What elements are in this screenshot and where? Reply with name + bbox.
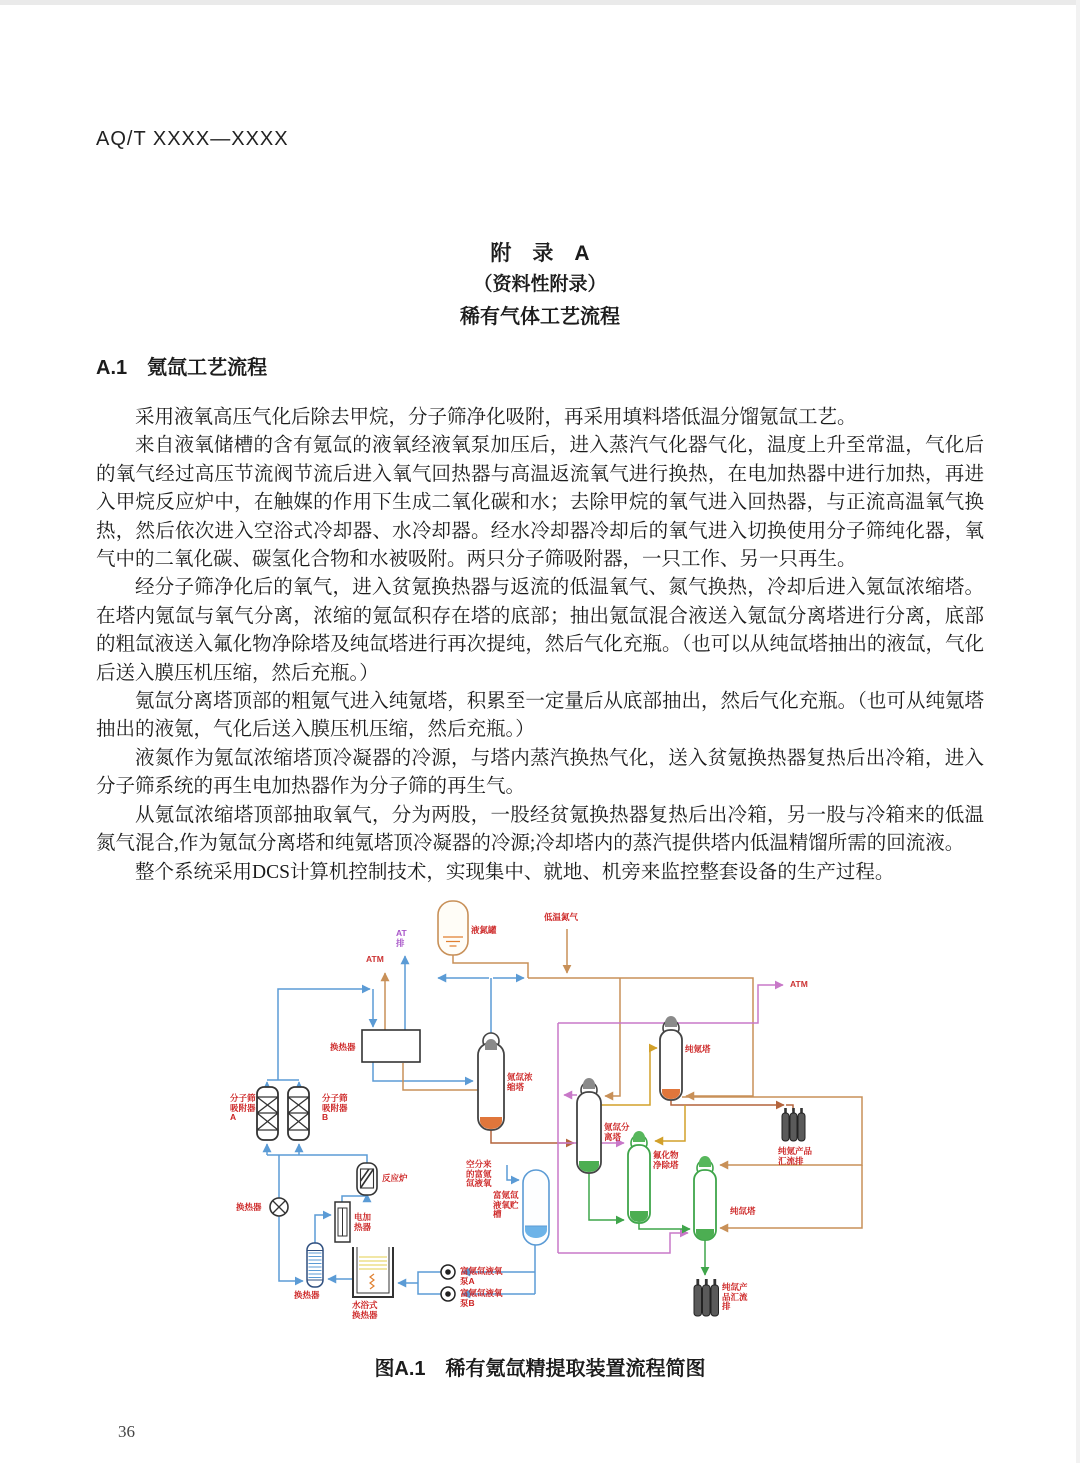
body-paragraphs xyxy=(96,404,984,887)
paragraph: 经分子筛净化后的氧气，进入贫氪换热器与返流的低温氧气、氮气换热，冷却后进入氪氙浓缩塔。在塔内氪氙与氧气分离，浓缩的氪氙积存在塔的底部；抽出氪氙混合液送入氪氙分离塔进行分离，底部的粗氙液送入氟化物净除塔及纯氙塔进行再次提纯，然后气化充瓶。（也可以从纯氙塔抽出的液氙，气化后送入膜压机压缩，然后充瓶。） xyxy=(96,577,984,684)
molecular-sieve-adsorber-a xyxy=(257,1087,278,1140)
cooler-heat-exchanger xyxy=(270,1198,288,1216)
lean-krypton-heat-exchanger xyxy=(362,1030,420,1062)
sieve-a-label: 分子筛吸附器A xyxy=(230,1093,256,1122)
feed-tank-label: 富氪氙液氧贮槽 xyxy=(493,1190,519,1219)
paragraph: 采用液氧高压气化后除去甲烷，分子筛净化吸附，再采用填料塔低温分馏氪氙工艺。 xyxy=(135,407,857,428)
conc-column-label: 氪氙浓缩塔 xyxy=(507,1072,533,1092)
paragraph: 液氮作为氪氙浓缩塔顶冷凝器的冷源，与塔内蒸汽换热气化，送入贫氪换热器复热后出冷箱，进入分子筛系统的再生电加热器作为分子筛的再生气。 xyxy=(96,747,984,798)
appendix-subject: 稀有气体工艺流程 xyxy=(460,306,620,328)
molecular-sieve-adsorber-b xyxy=(288,1087,309,1140)
sieve-b-label: 分子筛吸附器B xyxy=(322,1093,348,1122)
atm-right-label: ATM xyxy=(790,979,808,989)
kr-xe-separation-column xyxy=(577,1078,601,1173)
kr-xe-concentration-column xyxy=(478,1033,504,1130)
process-flow-diagram xyxy=(230,893,870,1345)
xe-manifold-label: 纯氙产品汇流排 xyxy=(722,1282,748,1311)
scan-edge-right xyxy=(1076,0,1080,1463)
pure-xe-column-label: 纯氙塔 xyxy=(730,1206,756,1216)
fluoride-removal-column xyxy=(628,1131,650,1223)
methane-reactor xyxy=(357,1163,377,1195)
appendix-subtitle: （资料性附录） xyxy=(473,274,607,295)
section-heading: A.1 氪氙工艺流程 xyxy=(96,357,268,379)
figure-caption: 图A.1 稀有氪氙精提取装置流程简图 xyxy=(374,1358,706,1380)
paragraph: 整个系统采用DCS计算机控制技术，实现集中、就地、机旁来监控整套设备的生产过程。 xyxy=(135,861,895,883)
at-vent-label: AT排 xyxy=(396,928,407,948)
shell-tube-heat-exchanger xyxy=(307,1243,323,1287)
hx2-label: 换热器 xyxy=(294,1290,320,1300)
liquid-nitrogen-tank xyxy=(438,901,468,955)
kr-manifold-label: 纯氪产品汇流排 xyxy=(778,1146,813,1166)
cold-n2-label: 低温氮气 xyxy=(544,912,579,922)
cooler-label: 换热器 xyxy=(236,1202,262,1212)
pure-krypton-column xyxy=(660,1016,682,1100)
reactor-label: 反应炉 xyxy=(382,1173,408,1183)
feed-stream-label: 空分来的富氪氙液氧 xyxy=(466,1159,492,1188)
nitrogen-lines xyxy=(385,929,862,1228)
pure-kr-column-label: 纯氪塔 xyxy=(685,1044,711,1054)
rich-kr-xe-lox-tank xyxy=(523,1170,549,1245)
paragraph: 来自液氧储槽的含有氪氙的液氧经液氧泵加压后，进入蒸汽气化器气化，温度上升至常温，气化后的氧气经过高压节流阀节流后进入氧气回热器与高温返流氧气进行换热，在电加热器中进行加热，再进入甲烷反应炉中，在触媒的作用下生成二氧化碳和水；去除甲烷的氧气进入回热器，与正流高温氧气换热，然后依次进入空浴式冷却器、水冷却器。经水冷却器冷却后的氧气进入切换使用分子筛纯化器，氧气中的二氧化碳、碳氢化合物和水被吸附。两只分子筛吸附器，一只工作、另一只再生。 xyxy=(96,435,984,571)
water-bath-vaporizer xyxy=(353,1247,393,1297)
paragraph: 从氪氙浓缩塔顶部抽取氧气，分为两股，一股经贫氪换热器复热后出冷箱，另一股与冷箱来的低温氮气混合,作为氪氙分离塔和纯氪塔顶冷凝器的冷源;冷却塔内的蒸汽提供塔内低温精馏所需的回流液。 xyxy=(96,804,984,855)
xenon-product-manifold-bottles xyxy=(694,1279,719,1316)
appendix-title: 附 录 A xyxy=(490,242,590,265)
page-number: 36 xyxy=(118,1422,135,1441)
ln2-tank-label: 液氮罐 xyxy=(471,925,497,935)
atm-left-label: ATM xyxy=(366,954,384,964)
main-hx-label: 换热器 xyxy=(330,1042,356,1052)
krypton-product-manifold-bottles xyxy=(782,1108,805,1141)
pure-xenon-column xyxy=(694,1156,716,1240)
lox-pump-b xyxy=(441,1287,455,1301)
scan-edge-top xyxy=(0,0,1080,5)
doc-code: AQ/T XXXX—XXXX xyxy=(96,128,289,150)
water-bath-label: 水浴式换热器 xyxy=(352,1300,378,1320)
heater-label: 电加热器 xyxy=(354,1212,372,1232)
paragraph: 氪氙分离塔顶部的粗氪气进入纯氪塔，积累至一定量后从底部抽出，然后气化充瓶。（也可从纯氪塔抽出的液氪，气化后送入膜压机压缩，然后充瓶。） xyxy=(96,691,984,741)
lox-pump-a xyxy=(441,1265,455,1279)
electric-heater xyxy=(335,1202,350,1242)
pump-a-label: 富氪氙液氧泵A xyxy=(460,1266,503,1286)
sep-column-label: 氪氙分离塔 xyxy=(604,1122,630,1142)
pump-b-label: 富氪氙液氧泵B xyxy=(460,1288,503,1308)
fluoride-column-label: 氟化物净除塔 xyxy=(653,1150,679,1170)
